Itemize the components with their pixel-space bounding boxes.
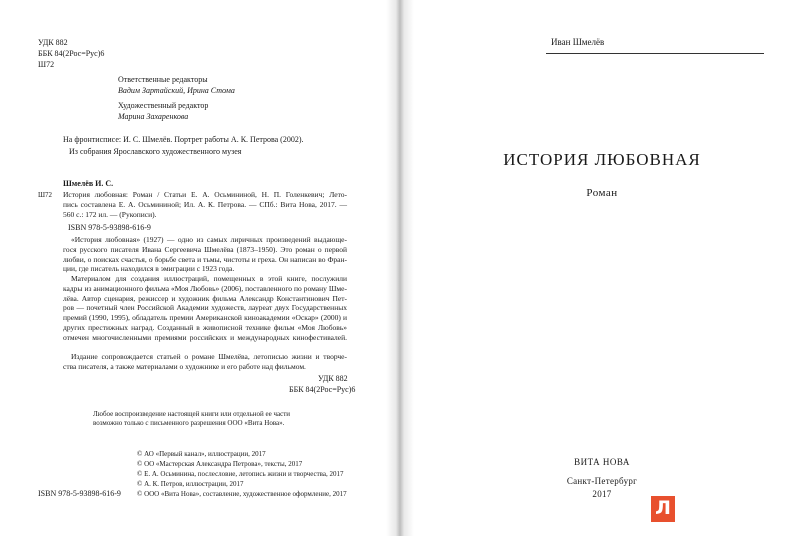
author-sign: Ш72 [38, 60, 55, 69]
udk-code: УДК 882 [38, 38, 68, 47]
copyright-line: © Е. А. Осьминина, послесловие, летопись жизни и творчества, 2017 [137, 470, 344, 478]
copyright-line: © А. К. Петров, иллюстрации, 2017 [137, 480, 244, 488]
bbk-bottom: ББК 84(2Рос=Рус)6 [289, 385, 356, 394]
catalog-line: пись составлена Е. А. Осьмининой; Ил. А. К. Петрова. — СПб.: Вита Нова, 2017. — [63, 199, 347, 209]
book-gutter [386, 0, 414, 536]
isbn-bottom: ISBN 978-5-93898-616-9 [38, 489, 121, 498]
annotation-1 [63, 235, 347, 274]
annotation-line: «История любовная» (1927) — одно из самых лиричных произведений выдающе- [71, 235, 347, 244]
annotation-line: лёва. Автор сценария, режиссер и художник фильма Александр Константинович Пет- [63, 293, 347, 303]
annotation-2 [63, 274, 347, 343]
annotation-line: других престижных наград. Созданный в живописной технике фильм «Моя Любовь» [63, 322, 347, 332]
header-author: Иван Шмелёв [551, 37, 605, 47]
catalog-author: Шмелёв И. С. [63, 179, 114, 188]
catalog-sign: Ш72 [38, 191, 53, 199]
art-editor-label: Художественный редактор [118, 101, 209, 110]
annotation-line: отмечен многочисленными премиями российских и международных кинофестивалей. [63, 332, 347, 342]
publisher-city: Санкт-Петербург [566, 476, 638, 486]
annotation-line: ства писателя, а также материалами о художнике и его работе над фильмом. [63, 361, 306, 371]
publisher-name: ВИТА НОВА [574, 457, 630, 467]
publication-year: 2017 [592, 489, 612, 499]
catalog-description [63, 190, 347, 219]
rights-line: Любое воспроизведение настоящей книги или отдельной ее части [93, 410, 291, 418]
isbn-main: ISBN 978-5-93898-616-9 [68, 223, 151, 232]
annotation-line: любви, о поисках счастья, о борьбе света и тьмы, чистоты и греха. Он написан во Фран- [63, 254, 347, 264]
book-title: ИСТОРИЯ ЛЮБОВНАЯ [503, 150, 701, 169]
rights-line: возможно только с письменного разрешения ООО «Вита Нова». [93, 419, 285, 427]
bbk-code: ББК 84(2Рос=Рус)6 [38, 49, 105, 58]
annotation-line: премий (1990, 1995), обладатель премии Американской киноакадемии «Оскар» (2000) и [63, 313, 347, 323]
store-logo-icon: Л [651, 496, 675, 522]
annotation-3 [63, 352, 347, 372]
editors-names: Вадим Зартайский, Ирина Стома [118, 86, 235, 95]
annotation-line: ров — почетный член Российской Академии художеств, лауреат двух Государственных [63, 303, 347, 313]
copyright-line: © АО «Первый канал», иллюстрации, 2017 [137, 450, 266, 458]
annotation-line: гося русского писателя Ивана Сергеевича Шмелёва (1873–1950). Это роман о первой [63, 244, 347, 254]
collection-note: Из собрания Ярославского художественного музея [69, 147, 242, 156]
udk-bottom: УДК 882 [318, 374, 348, 383]
copyright-line: © ОО «Мастерская Александра Петрова», тексты, 2017 [137, 460, 303, 468]
editors-label: Ответственные редакторы [118, 75, 208, 84]
copyright-line: © ООО «Вита Нова», составление, художественное оформление, 2017 [137, 490, 347, 498]
book-genre: Роман [586, 187, 618, 199]
annotation-line: ции, где писатель находился в эмиграции с 1923 года. [63, 264, 235, 274]
catalog-line: История любовная: Роман / Статьи Е. А. Осьмининой, Н. П. Голенкевич; Лето- [63, 190, 347, 199]
frontispiece-note: На фронтисписе: И. С. Шмелёв. Портрет работы А. К. Петрова (2002). [63, 135, 304, 144]
annotation-line: Материалом для создания иллюстраций, помещенных в этой книге, послужили [71, 274, 347, 283]
right-page [404, 0, 800, 536]
art-editor-name: Марина Захаренкова [118, 112, 189, 121]
annotation-line: кадры из анимационного фильма «Моя Любовь» (2006), поставленного по роману Шме- [63, 283, 347, 293]
annotation-line: Издание сопровождается статьей о романе Шмелёва, летописью жизни и творче- [71, 352, 347, 361]
header-rule [546, 53, 764, 54]
catalog-line: 560 с.: 172 ил. — (Рукописи). [63, 209, 157, 219]
